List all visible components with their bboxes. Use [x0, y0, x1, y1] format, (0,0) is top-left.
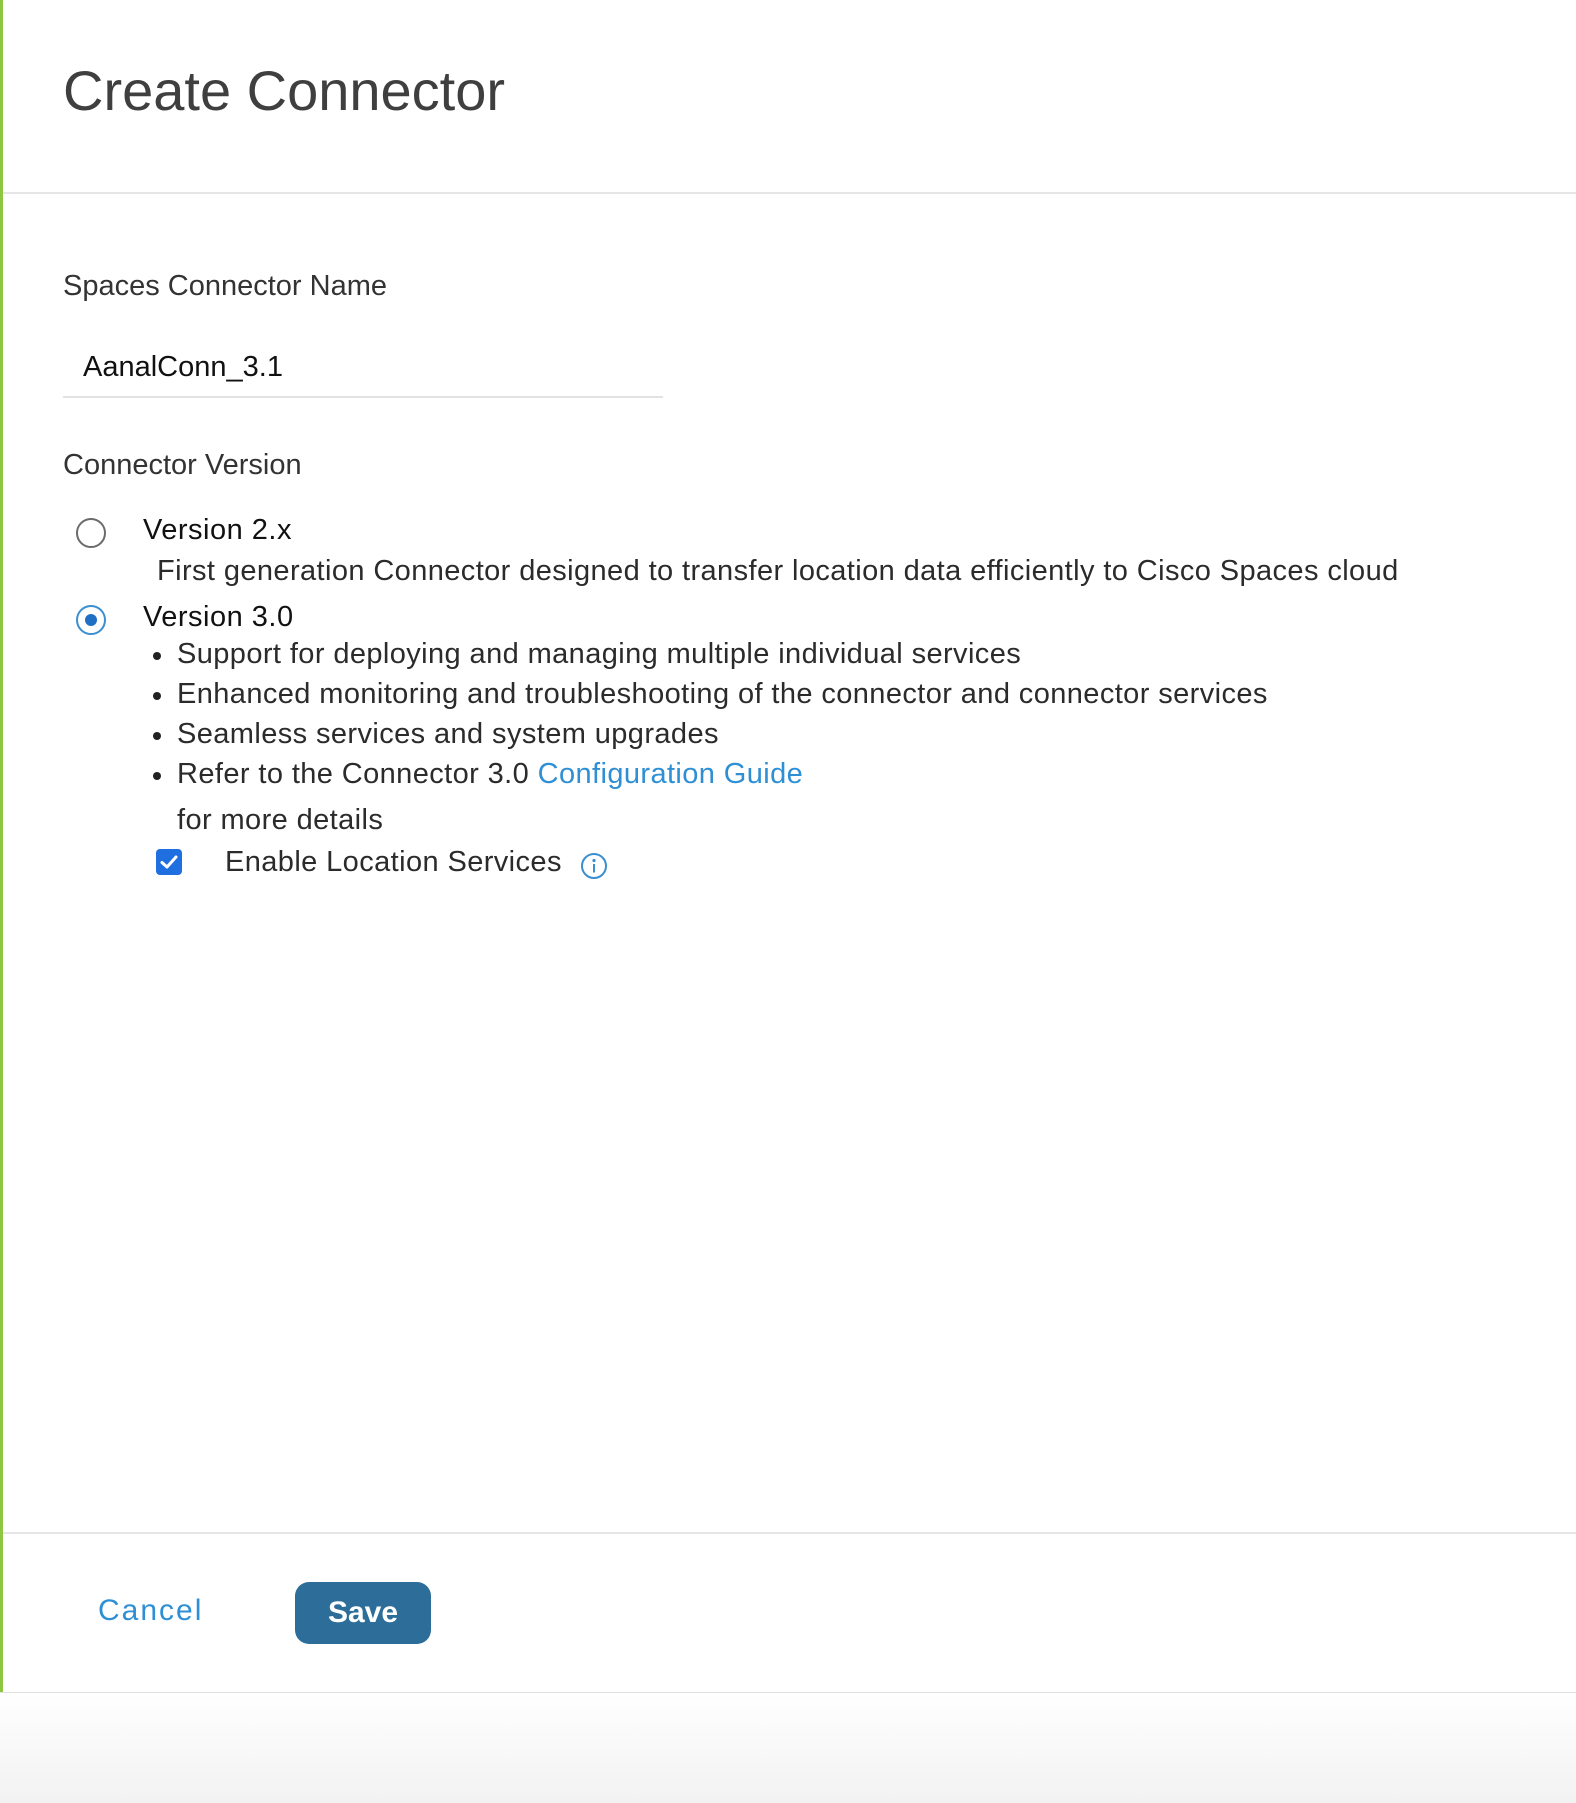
cancel-button[interactable]: Cancel — [98, 1594, 204, 1627]
feature-text: Support for deploying and managing multiple individual services — [177, 638, 1022, 670]
list-item — [143, 758, 1268, 798]
connector-name-label: Spaces Connector Name — [63, 270, 387, 302]
checkmark-icon — [159, 852, 179, 872]
version-3-feature-list — [143, 638, 1268, 798]
guide-prefix-text: Refer to the Connector 3.0 — [177, 758, 530, 790]
bullet-dot — [153, 732, 161, 740]
page-title: Create Connector — [63, 59, 506, 122]
connector-version-label: Connector Version — [63, 449, 302, 481]
panel-header — [3, 0, 1576, 194]
info-icon[interactable] — [580, 852, 608, 880]
feature-text: Enhanced monitoring and troubleshooting of the connector and connector services — [177, 678, 1268, 710]
enable-location-checkbox[interactable] — [156, 849, 182, 875]
version-2x-label[interactable]: Version 2.x — [143, 514, 292, 546]
feature-text: Seamless services and system upgrades — [177, 718, 719, 750]
list-item — [143, 678, 1268, 718]
connector-name-input[interactable] — [63, 338, 663, 398]
page-background — [0, 1692, 1576, 1803]
version-3-radio[interactable] — [76, 605, 106, 635]
radio-selected-dot — [85, 614, 97, 626]
version-2x-radio[interactable] — [76, 518, 106, 548]
version-3-label[interactable]: Version 3.0 — [143, 601, 294, 633]
dialog-footer — [3, 1532, 1576, 1692]
enable-location-label: Enable Location Services — [225, 846, 562, 878]
bullet-dot — [153, 772, 161, 780]
version-2x-description: First generation Connector designed to transfer location data efficiently to Cisco Spaces cloud — [157, 555, 1399, 587]
list-item — [143, 638, 1268, 678]
more-details-text: for more details — [177, 804, 384, 836]
configuration-guide-link[interactable]: Configuration Guide — [537, 758, 804, 790]
bullet-dot — [153, 652, 161, 660]
bullet-dot — [153, 692, 161, 700]
save-button[interactable]: Save — [295, 1582, 431, 1644]
create-connector-panel — [3, 0, 1576, 1692]
list-item — [143, 718, 1268, 758]
